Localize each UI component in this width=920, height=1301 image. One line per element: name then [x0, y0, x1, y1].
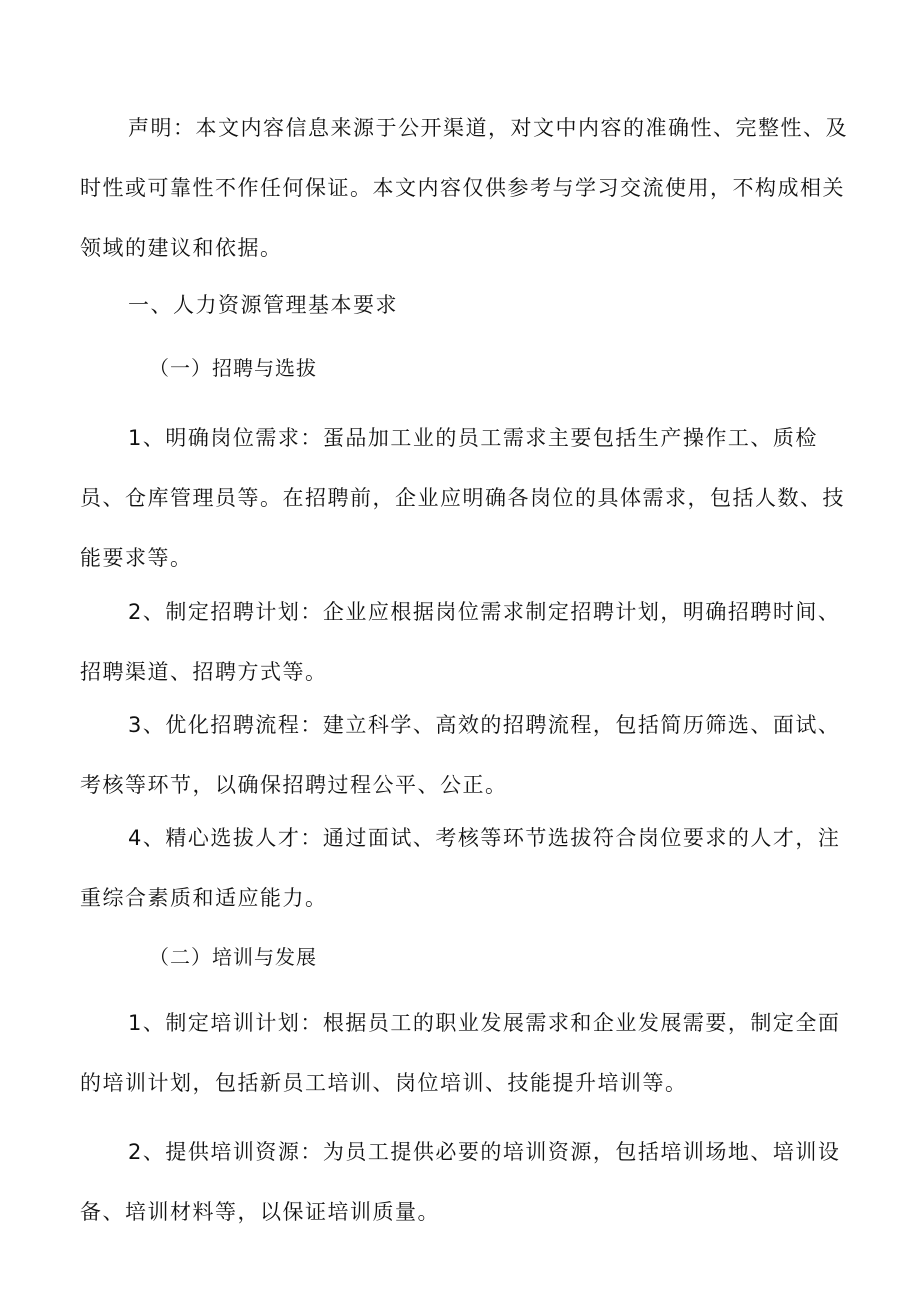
- training-item-2: 2、提供培训资源：为员工提供必要的培训资源，包括培训场地、培训设备、培训材料等，以保证培训质量。: [80, 1140, 841, 1224]
- subsection-heading-recruitment: （一）招聘与选拔: [149, 356, 317, 380]
- recruitment-item-3: 3、优化招聘流程：建立科学、高效的招聘流程，包括简历筛选、面试、考核等环节，以确保招聘过程公平、公正。: [80, 713, 841, 797]
- recruitment-item-2: 2、制定招聘计划：企业应根据岗位需求制定招聘计划，明确招聘时间、招聘渠道、招聘方式等。: [80, 600, 841, 684]
- recruitment-item-1: 1、明确岗位需求：蛋品加工业的员工需求主要包括生产操作工、质检员、仓库管理员等。在招聘前，企业应明确各岗位的具体需求，包括人数、技能要求等。: [80, 426, 845, 570]
- recruitment-item-4: 4、精心选拔人才：通过面试、考核等环节选拔符合岗位要求的人才，注重综合素质和适应能力。: [80, 826, 841, 910]
- section-heading: 一、人力资源管理基本要求: [128, 293, 398, 317]
- disclaimer-paragraph: 声明：本文内容信息来源于公开渠道，对文中内容的准确性、完整性、及时性或可靠性不作任何保证。本文内容仅供参考与学习交流使用，不构成相关领域的建议和依据。: [80, 116, 848, 260]
- training-item-1: 1、制定培训计划：根据员工的职业发展需求和企业发展需要，制定全面的培训计划，包括新员工培训、岗位培训、技能提升培训等。: [80, 1011, 841, 1095]
- subsection-heading-training: （二）培训与发展: [149, 945, 317, 969]
